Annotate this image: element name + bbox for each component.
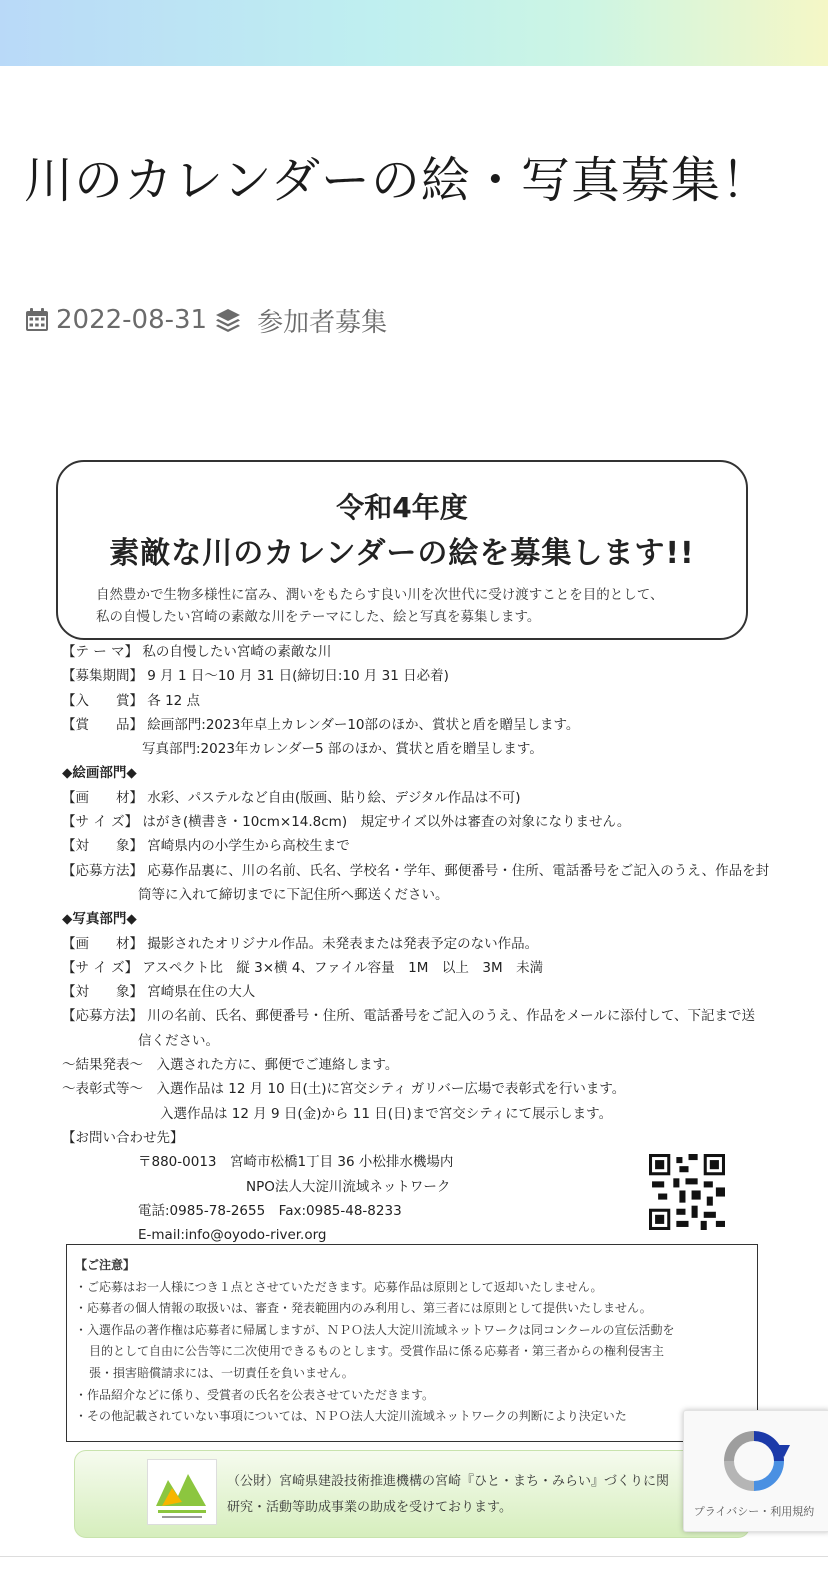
flyer-line: ～表彰式等～ 入選作品は 12 月 10 日(土)に宮交シティ ガリバー広場で表彰式を行います。 — [62, 1081, 626, 1098]
flyer-heading-box — [56, 460, 748, 640]
sponsor-logo — [147, 1459, 217, 1525]
flyer-line: 【サ イ ズ】 はがき(横書き・10cm×14.8cm) 規定サイズ以外は審査の対象になりません。 — [62, 814, 631, 831]
flyer-line: ～結果発表～ 入選された方に、郵便でご連絡します。 — [62, 1057, 399, 1074]
flyer-intro — [96, 584, 716, 628]
flyer-line: 【賞 品】 絵画部門:2023年卓上カレンダー10部のほか、賞状と盾を贈呈します。 — [62, 716, 580, 733]
flyer-line: 【お問い合わせ先】 — [62, 1129, 184, 1146]
flyer-line: 【画 材】 撮影されたオリジナル作品。未発表または発表予定のない作品。 — [62, 935, 539, 952]
recaptcha-icon — [714, 1425, 794, 1497]
flyer-line: 【応募方法】 川の名前、氏名、郵便番号・住所、電話番号をご記入のうえ、作品をメールに添付して、下記まで送 — [62, 1008, 756, 1025]
recaptcha-badge[interactable] — [683, 1410, 828, 1532]
footer-divider — [0, 1556, 828, 1557]
calendar-icon — [24, 307, 50, 333]
header-gradient-bar — [0, 0, 828, 66]
flyer-line: NPO法人大淀川流域ネットワーク — [138, 1178, 451, 1195]
notice-item: ・入選作品の著作権は応募者に帰属しますが、ＮＰＯ法人大淀川流域ネットワークは同コンクールの宣伝活動を — [75, 1322, 675, 1337]
notice-list — [75, 1277, 749, 1428]
notice-box — [66, 1244, 758, 1442]
sponsor-text-line: 研究・活動等助成事業の助成を受けております。 — [227, 1500, 512, 1515]
flyer-line: 筒等に入れて締切までに下記住所へ郵送ください。 — [138, 886, 449, 903]
flyer-intro-line: 私の自慢したい宮崎の素敵な川をテーマにした、絵と写真を募集します。 — [96, 609, 541, 625]
post-category-link[interactable]: 参加者募集 — [257, 307, 388, 338]
sponsor-banner — [74, 1450, 750, 1538]
qr-code — [649, 1154, 725, 1230]
post-date: 2022-08-31 — [56, 305, 208, 335]
flyer-line: 【募集期間】 9 月 1 日～10 月 31 日(締切日:10 月 31 日必着) — [62, 668, 449, 685]
flyer-image — [54, 452, 774, 1542]
notice-item: 目的として自由に公告等に二次使用できるものとします。受賞作品に係る応募者・第三者からの権利侵害主 — [89, 1344, 665, 1359]
page-title: 川のカレンダーの絵・写真募集！ — [24, 152, 771, 209]
sponsor-text-line: （公財）宮崎県建設技術推進機構の宮崎『ひと・まち・みらい』づくりに関 — [227, 1474, 670, 1489]
layers-icon — [215, 307, 241, 333]
post-meta — [24, 302, 387, 338]
flyer-line: ◆写真部門◆ — [62, 911, 137, 928]
flyer-line: 〒880-0013 宮崎市松橋1丁目 36 小松排水機場内 — [138, 1154, 454, 1171]
flyer-line: 【サ イ ズ】 アスペクト比 縦 3×横 4、ファイル容量 1M 以上 3M 未満 — [62, 959, 544, 976]
flyer-line: 電話:0985-78-2655 Fax:0985-48-8233 — [138, 1202, 402, 1219]
flyer-line: 信ください。 — [138, 1032, 219, 1049]
notice-item: 張・損害賠償請求には、一切責任を負いません。 — [89, 1365, 354, 1380]
flyer-line: 【応募方法】 応募作品裏に、川の名前、氏名、学校名・学年、郵便番号・住所、電話番号をご記入のうえ、作品を封 — [62, 862, 770, 879]
flyer-line: 【画 材】 水彩、パステルなど自由(版画、貼り絵、デジタル作品は不可) — [62, 789, 521, 806]
flyer-intro-line: 自然豊かで生物多様性に富み、潤いをもたらす良い川を次世代に受け渡すことを目的として、 — [96, 587, 664, 603]
notice-item: ・応募者の個人情報の取扱いは、審査・発表範囲内のみ利用し、第三者には原則として提供いたしません。 — [75, 1301, 652, 1316]
notice-item: ・ご応募はお一人様につき１点とさせていただきます。応募作品は原則として返却いたしません。 — [75, 1279, 603, 1294]
recaptcha-links[interactable]: プライバシー・利用規約 — [693, 1505, 815, 1518]
flyer-line: 入選作品は 12 月 9 日(金)から 11 日(日)まで宮交シティにて展示します。 — [160, 1105, 613, 1122]
flyer-line: 写真部門:2023年カレンダー5 部のほか、賞状と盾を贈呈します。 — [142, 741, 543, 758]
flyer-line: 【入 賞】 各 12 点 — [62, 692, 201, 709]
sponsor-text — [227, 1469, 669, 1521]
flyer-line: E-mail:info@oyodo-river.org — [138, 1227, 327, 1244]
flyer-line: ◆絵画部門◆ — [62, 765, 137, 782]
flyer-year: 令和4年度 — [336, 491, 468, 524]
flyer-headline: 素敵な川のカレンダーの絵を募集します!! — [109, 536, 695, 571]
flyer-line: 【対 象】 宮崎県在住の大人 — [62, 984, 256, 1001]
notice-item: ・その他記載されていない事項については、ＮＰＯ法人大淀川流域ネットワークの判断により決定いた — [75, 1409, 627, 1424]
notice-item: ・作品紹介などに係り、受賞者の氏名を公表させていただきます。 — [75, 1387, 435, 1402]
flyer-line: 【テ ー マ】 私の自慢したい宮崎の素敵な川 — [62, 644, 332, 660]
notice-title: 【ご注意】 — [75, 1258, 136, 1272]
flyer-line: 【対 象】 宮崎県内の小学生から高校生まで — [62, 838, 350, 855]
